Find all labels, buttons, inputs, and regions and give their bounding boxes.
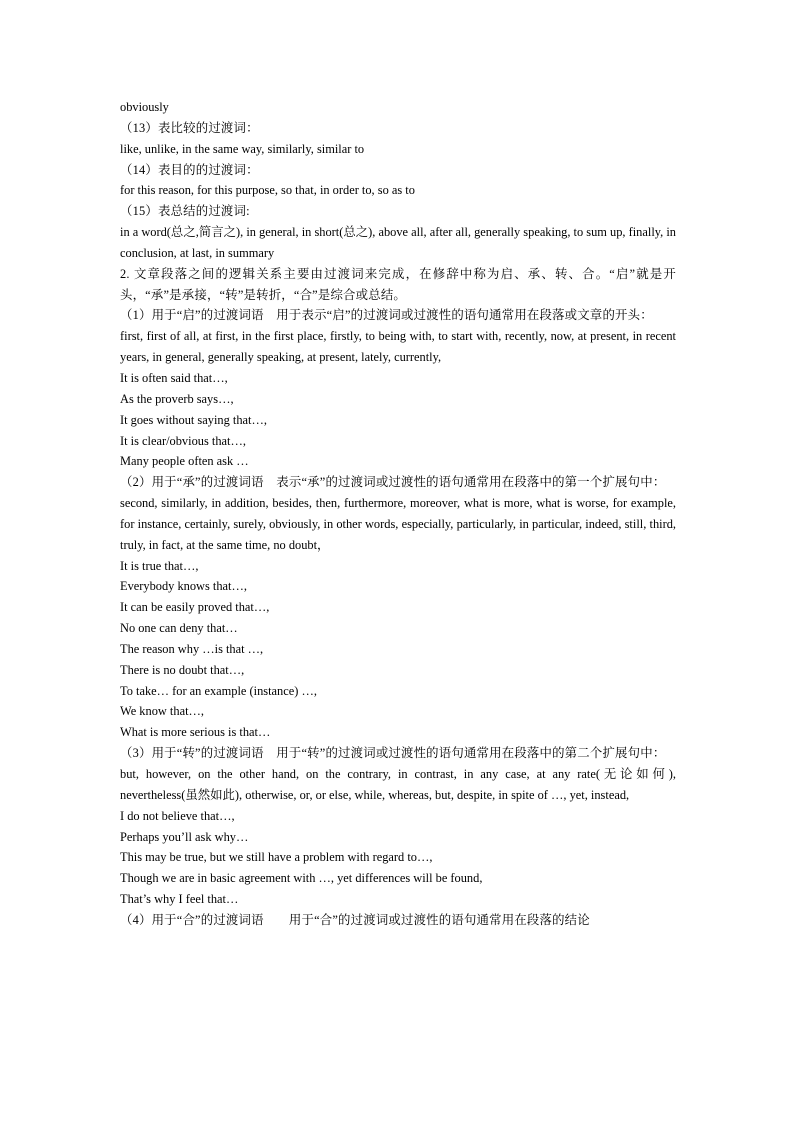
text-line: It goes without saying that…, xyxy=(120,412,267,427)
text-paragraph: 2. 文章段落之间的逻辑关系主要由过渡词来完成，在修辞中称为启、承、转、合。“启”就是开头，“承”是承接，“转”是转折，“合”是综合或总结。 xyxy=(120,266,676,302)
document-page xyxy=(120,97,676,931)
text-line: Everybody knows that…, xyxy=(120,579,247,594)
text-line: It is clear/obvious that…, xyxy=(120,433,246,448)
text-line: like, unlike, in the same way, similarly, similar to xyxy=(120,141,365,156)
section-heading: （3）用于“转”的过渡词语 用于“转”的过渡词或过渡性的语句通常用在段落中的第二个扩展句中： xyxy=(120,746,666,761)
text-line: This may be true, but we still have a problem with regard to…, xyxy=(120,850,433,865)
section-heading: （13）表比较的过渡词： xyxy=(120,120,259,135)
section-heading: （4）用于“合”的过渡词语 用于“合”的过渡词或过渡性的语句通常用在段落的结论 xyxy=(120,912,590,927)
text-line: Perhaps you’ll ask why… xyxy=(120,829,249,844)
text-line: As the proverb says…, xyxy=(120,391,234,406)
text-line: The reason why …is that …, xyxy=(120,641,264,656)
text-paragraph: second, similarly, in addition, besides, then, furthermore, moreover, what is more, what is worse, for example, for instance, certainly, surely, obviously, in other words, especially, particularly, in particular, indeed, still, third, truly, in fact, at the same time, no doubt， xyxy=(120,496,676,552)
text-line: What is more serious is that… xyxy=(120,725,271,740)
text-line: It is true that…, xyxy=(120,558,199,573)
text-line: We know that…, xyxy=(120,704,204,719)
text-line: Though we are in basic agreement with …, yet differences will be found, xyxy=(120,871,483,886)
text-paragraph: in a word(总之,简言之), in general, in short(总之), above all, after all, generally speaking, to sum up, finally, in conclusion, at last, in summary xyxy=(120,225,676,260)
text-line: Many people often ask … xyxy=(120,454,249,469)
text-line: To take… for an example (instance) …, xyxy=(120,683,317,698)
text-paragraph: first, first of all, at first, in the first place, firstly, to being with, to start with, recently, now, at present, in recent years, in general, generally speaking, at present, lately, currently, xyxy=(120,329,676,365)
text-paragraph: but, however, on the other hand, on the contrary, in contrast, in any case, at any rate(无论如何), nevertheless(虽然如此), otherwise, or, or else, while, whereas, but, despite, in spite of …, yet, instead, xyxy=(120,767,676,802)
section-heading: （2）用于“承”的过渡词语 表示“承”的过渡词或过渡性的语句通常用在段落中的第一个扩展句中： xyxy=(120,475,666,490)
section-heading: （15）表总结的过渡词: xyxy=(120,204,250,219)
text-line: It is often said that…, xyxy=(120,370,228,385)
text-line: That’s why I feel that… xyxy=(120,892,239,907)
text-line: There is no doubt that…, xyxy=(120,662,245,677)
text-line: for this reason, for this purpose, so that, in order to, so as to xyxy=(120,183,415,198)
section-heading: （14）表目的的过渡词： xyxy=(120,162,259,177)
text-line: obviously xyxy=(120,100,169,114)
section-heading: （1）用于“启”的过渡词语 用于表示“启”的过渡词或过渡性的语句通常用在段落或文章的开头： xyxy=(120,308,653,323)
text-line: It can be easily proved that…, xyxy=(120,600,270,615)
text-line: I do not believe that…, xyxy=(120,808,235,823)
text-line: No one can deny that… xyxy=(120,621,238,636)
